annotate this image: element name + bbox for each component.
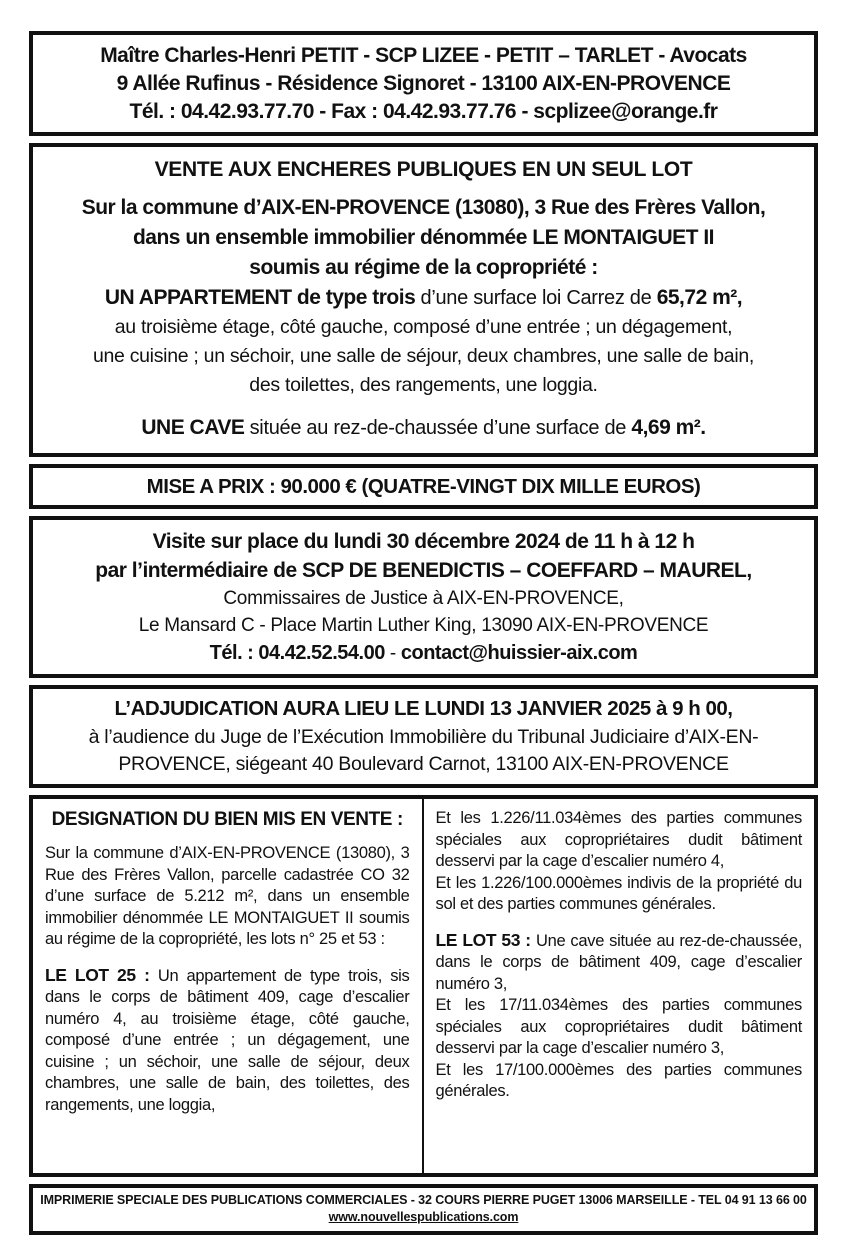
lot53-label: LE LOT 53 :	[435, 929, 536, 950]
visit-email: contact@huissier-aix.com	[400, 642, 638, 664]
lot25-label: LE LOT 25 :	[45, 964, 158, 985]
lawyer-contact-line: Tél. : 04.42.93.77.70 - Fax : 04.42.93.77.76 - scplizee@orange.fr	[129, 100, 718, 123]
lot25-common-parts-paragraph: Et les 1.226/11.034èmes des parties communes spéciales aux copropriétaires dudit bâtiment desservi par la cage d’escalier numéro 4,	[435, 809, 802, 870]
sale-title: VENTE AUX ENCHERES PUBLIQUES EN UN SEUL LOT	[154, 158, 693, 181]
lot25-paragraph	[45, 965, 410, 1117]
visit-contact-separator: -	[384, 643, 401, 664]
lot25-text: Un appartement de type trois, sis dans le corps de bâtiment 409, cage d’escalier numéro 4, au troisième étage, côté gauche, composé d’une entrée ; un dégagement, une cuisine ; un séchoir, une salle de séjour, deux chambres, une salle de bain, des toilettes, des rangements, une loggia,	[45, 966, 410, 1114]
auction-date-box	[29, 685, 818, 788]
visit-address-line: Le Mansard C - Place Martin Luther King, 13090 AIX-EN-PROVENCE	[138, 615, 709, 636]
designation-heading: DESIGNATION DU BIEN MIS EN VENTE :	[51, 809, 403, 830]
cellar-label: UNE CAVE	[141, 416, 245, 439]
designation-left-column	[33, 799, 424, 1173]
lot53-paragraph	[436, 930, 803, 996]
printer-info-line: IMPRIMERIE SPECIALE DES PUBLICATIONS COMMERCIALES - 32 COURS PIERRE PUGET 13006 MARSEILLE - TEL 04 91 13 66 00	[40, 1193, 807, 1207]
lot25-soil-share-paragraph: Et les 1.226/100.000èmes indivis de la propriété du sol et des parties communes générales.	[435, 873, 802, 913]
cellar-surface-value: 4,69 m².	[631, 416, 706, 439]
sale-location-line-2: dans un ensemble immobilier dénommée LE MONTAIGUET II	[132, 226, 715, 249]
apartment-surface-value: 65,72 m²,	[656, 286, 743, 309]
lawyer-header-box	[29, 31, 818, 136]
designation-intro-paragraph: Sur la commune d’AIX-EN-PROVENCE (13080), 3 Rue des Frères Vallon, parcelle cadastrée CO 32 d’une surface de 5.212 m², dans un ensemble immobilier dénommée LE MONTAIGUET II soumis au régime de la copropriété, les lots n° 25 et 53 :	[45, 844, 410, 948]
apartment-surface-text: d’une surface loi Carrez de	[415, 287, 657, 309]
auction-court-line-1: à l’audience du Juge de l’Exécution Immobilière du Tribunal Judiciaire d’AIX-EN-	[88, 726, 759, 748]
reserve-price-line: MISE A PRIX : 90.000 € (QUATRE-VINGT DIX MILLE EUROS)	[146, 475, 701, 498]
designation-box	[29, 795, 818, 1177]
visit-intermediary-line: par l’intermédiaire de SCP DE BENEDICTIS – COEFFARD – MAUREL,	[95, 559, 752, 582]
auction-date-line: L’ADJUDICATION AURA LIEU LE LUNDI 13 JANVIER 2025 à 9 h 00,	[114, 697, 733, 720]
cellar-text: située au rez-de-chaussée d’une surface de	[244, 417, 632, 439]
lawyer-name-line: Maître Charles-Henri PETIT - SCP LIZEE - PETIT – TARLET - Avocats	[100, 44, 747, 67]
reserve-price-box	[29, 464, 818, 509]
sale-location-line-1: Sur la commune d’AIX-EN-PROVENCE (13080), 3 Rue des Frères Vallon,	[81, 196, 766, 219]
apartment-detail-line-1: au troisième étage, côté gauche, composé d’une entrée ; un dégagement,	[114, 316, 733, 338]
designation-right-column	[424, 799, 815, 1173]
auction-court-line-2: PROVENCE, siégeant 40 Boulevard Carnot, 13100 AIX-EN-PROVENCE	[118, 753, 729, 775]
apartment-surface-line	[43, 283, 804, 313]
apartment-detail-line-2: une cuisine ; un séchoir, une salle de séjour, deux chambres, une salle de bain,	[92, 345, 755, 367]
sale-description-box	[29, 143, 818, 457]
printer-footer-box	[29, 1184, 818, 1235]
lawyer-address-line: 9 Allée Rufinus - Résidence Signoret - 13100 AIX-EN-PROVENCE	[116, 72, 731, 95]
lot53-text: Une cave située au rez-de-chaussée, dans le corps de bâtiment 409, cage d’escalier numéro 3,	[435, 931, 802, 993]
apartment-detail-line-3: des toilettes, des rangements, une loggia.	[249, 374, 598, 396]
visit-date-line: Visite sur place du lundi 30 décembre 2024 de 11 h à 12 h	[152, 530, 695, 553]
visit-commissaires-line: Commissaires de Justice à AIX-EN-PROVENCE,	[223, 588, 624, 609]
visit-contact-line	[39, 639, 808, 668]
visit-phone: Tél. : 04.42.52.54.00	[209, 642, 385, 664]
lot53-common-parts-paragraph: Et les 17/11.034èmes des parties communes spéciales aux copropriétaires dudit bâtiment desservi par la cage d’escalier numéro 3,	[435, 996, 802, 1057]
lot53-general-parts-paragraph: Et les 17/100.000èmes des parties communes générales.	[435, 1060, 802, 1100]
sale-location-line-3: soumis au régime de la copropriété :	[249, 256, 598, 279]
visit-info-box	[29, 516, 818, 678]
cellar-line	[43, 413, 804, 443]
apartment-label: UN APPARTEMENT de type trois	[104, 286, 416, 309]
publisher-website-link: www.nouvellespublications.com	[328, 1210, 519, 1224]
